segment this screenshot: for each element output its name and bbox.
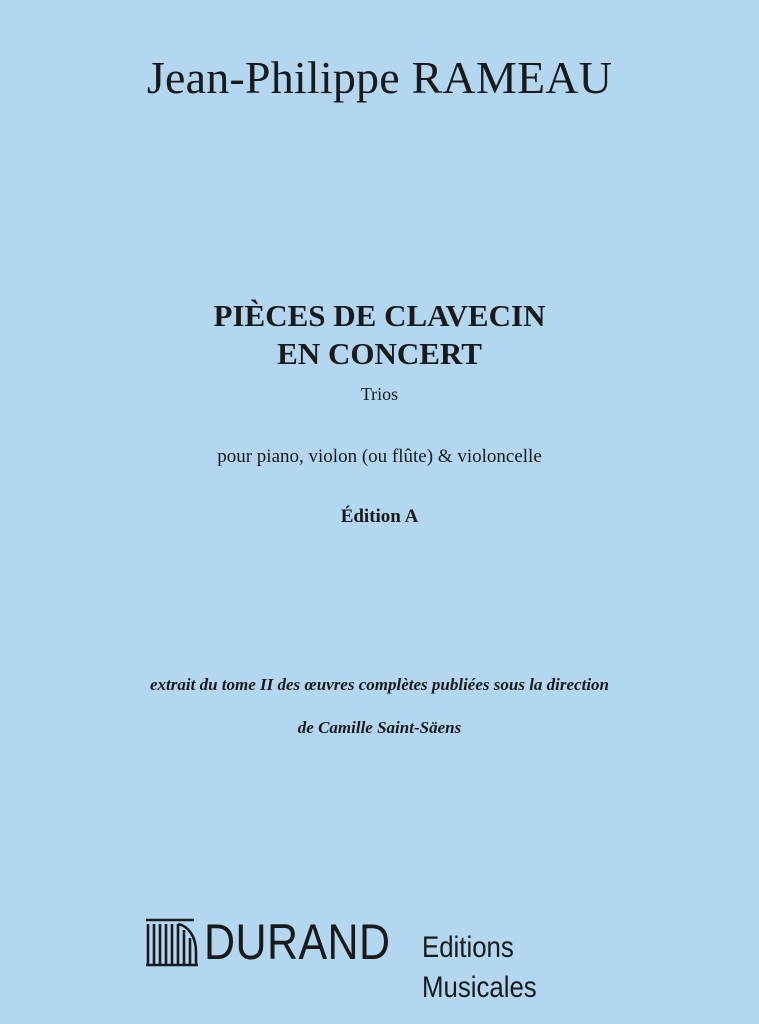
harp-logo-icon [144,912,202,968]
publisher-block [144,910,644,1004]
source-note-line-1: extrait du tome II des œuvres complètes publiées sous la direction [150,675,609,694]
source-note-line-2: de Camille Saint-Säens [297,718,462,737]
publisher-tagline: Editions Musicales [422,931,537,1004]
publisher-name: DURAND [204,914,391,970]
work-title-line-2: EN CONCERT [277,336,482,371]
edition-label: Édition A [340,506,419,527]
work-subtitle: Trios [360,384,399,404]
work-title-line-1: PIÈCES DE CLAVECIN [213,298,546,333]
instrumentation: pour piano, violon (ou flûte) & violoncelle [217,446,542,467]
composer-name: Jean-Philippe RAMEAU [146,52,613,103]
